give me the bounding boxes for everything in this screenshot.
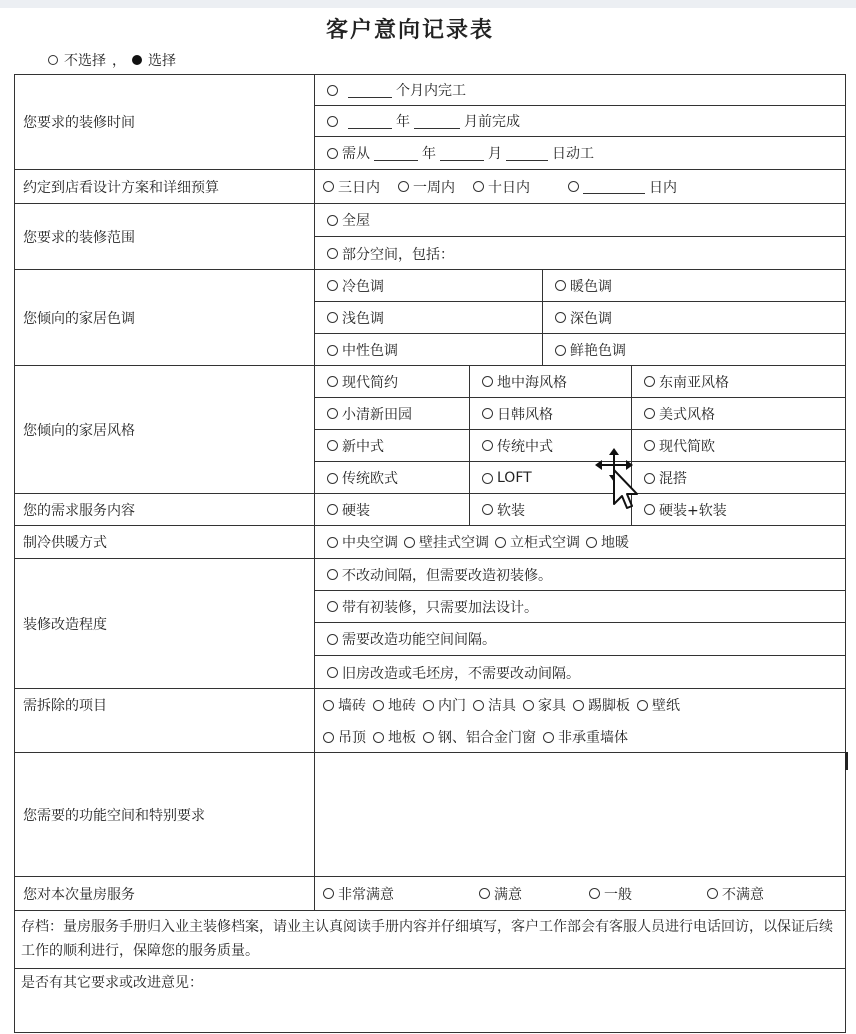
row-style: [15, 365, 845, 493]
label-color-tone: 您倾向的家居色调: [15, 270, 315, 365]
label-scope: 您要求的装修范围: [15, 204, 315, 269]
demolish-option[interactable]: 地板: [373, 727, 416, 747]
demolish-option[interactable]: 家具: [523, 695, 566, 715]
color-option-light[interactable]: 浅色调: [315, 302, 543, 333]
hvac-option-wall[interactable]: 壁挂式空调: [404, 532, 489, 552]
label-visit-store: 约定到店看设计方案和详细预算: [15, 170, 315, 203]
demolish-option[interactable]: 钢、铝合金门窗: [423, 727, 536, 747]
renovation-option[interactable]: 带有初装修，只需要加法设计。: [315, 591, 845, 623]
demolish-option[interactable]: 踢脚板: [573, 695, 630, 715]
move-cursor-icon: [590, 448, 640, 520]
style-option[interactable]: 美式风格: [632, 398, 845, 429]
label-style: 您倾向的家居风格: [15, 366, 315, 493]
row-satisfaction: [15, 876, 845, 910]
visit-option-1week[interactable]: 一周内: [398, 177, 455, 197]
satisfaction-average[interactable]: 一般: [589, 884, 707, 904]
legend: [48, 50, 176, 70]
row-renovation: [15, 558, 845, 688]
row-scope: [15, 203, 845, 269]
demolish-option[interactable]: 壁纸: [637, 695, 680, 715]
satisfaction-very[interactable]: 非常满意: [323, 884, 479, 904]
row-feedback: [15, 968, 845, 1034]
satisfaction-ok[interactable]: 满意: [479, 884, 589, 904]
label-demolish: 需拆除的项目: [15, 689, 315, 752]
demolish-option[interactable]: 吊顶: [323, 727, 366, 747]
legend-unselected: 不选择: [64, 53, 106, 69]
hvac-option-central[interactable]: 中央空调: [327, 532, 398, 552]
scope-option-whole[interactable]: 全屋: [315, 204, 845, 237]
label-service: 您的需求服务内容: [15, 494, 315, 525]
row-visit-store: [15, 169, 845, 203]
legend-separator: ，: [112, 53, 126, 69]
hvac-option-cabinet[interactable]: 立柜式空调: [495, 532, 580, 552]
color-option-neutral[interactable]: 中性色调: [315, 334, 543, 366]
label-renovation: 装修改造程度: [15, 559, 315, 688]
color-option-dark[interactable]: 深色调: [543, 302, 845, 333]
color-option-vivid[interactable]: 鲜艳色调: [543, 334, 845, 366]
style-option[interactable]: 传统欧式: [315, 462, 470, 494]
form-title: 客户意向记录表: [325, 17, 494, 43]
label-decoration-time: 您要求的装修时间: [15, 75, 315, 169]
style-option[interactable]: LOFT: [470, 462, 632, 494]
style-option[interactable]: 日韩风格: [470, 398, 632, 429]
row-hvac: [15, 525, 845, 558]
service-option-both[interactable]: 硬装+软装: [632, 494, 845, 525]
unselected-radio-icon: [48, 55, 58, 65]
row-service: [15, 493, 845, 525]
style-option[interactable]: 新中式: [315, 430, 470, 461]
intent-form: [14, 74, 846, 1033]
service-option-soft[interactable]: 软装: [470, 494, 632, 525]
label-special: 您需要的功能空间和特别要求: [15, 753, 315, 876]
radio-icon[interactable]: [327, 85, 338, 96]
row-special: [15, 752, 845, 876]
style-option[interactable]: 现代简欧: [632, 430, 845, 461]
style-option[interactable]: 混搭: [632, 462, 845, 494]
demolish-option[interactable]: 非承重墙体: [543, 727, 628, 747]
edge-mark: [845, 752, 848, 770]
demolish-option[interactable]: 内门: [423, 695, 466, 715]
label-hvac: 制冷供暖方式: [15, 526, 315, 558]
archive-note: 存档：量房服务手册归入业主装修档案，请业主认真阅读手册内容并仔细填写，客户工作部会有客服人员进行电话回访，以保证后续工作的顺利进行，保障您的服务质量。: [21, 919, 833, 959]
radio-icon[interactable]: [327, 116, 338, 127]
renovation-option[interactable]: 旧房改造或毛坯房，不需要改动间隔。: [315, 656, 845, 689]
time-option-2[interactable]: 年 月前完成: [315, 106, 845, 137]
row-archive: [15, 910, 845, 968]
color-option-warm[interactable]: 暖色调: [543, 270, 845, 301]
label-satisfaction: 您对本次量房服务: [15, 877, 315, 910]
demolish-option[interactable]: 洁具: [473, 695, 516, 715]
special-requirements-field[interactable]: [315, 753, 845, 876]
demolish-option[interactable]: 地砖: [373, 695, 416, 715]
time-option-3[interactable]: 需从 年 月 日动工: [315, 137, 845, 169]
top-strip: [0, 0, 856, 8]
satisfaction-not[interactable]: 不满意: [707, 884, 764, 904]
renovation-option[interactable]: 不改动间隔，但需要改造初装修。: [315, 559, 845, 591]
color-option-cool[interactable]: 冷色调: [315, 270, 543, 301]
renovation-option[interactable]: 需要改造功能空间间隔。: [315, 623, 845, 656]
demolish-option[interactable]: 墙砖: [323, 695, 366, 715]
scope-option-partial[interactable]: 部分空间，包括：: [315, 237, 845, 270]
service-option-hard[interactable]: 硬装: [315, 494, 470, 525]
row-color-tone: [15, 269, 845, 365]
style-option[interactable]: 小清新田园: [315, 398, 470, 429]
style-option[interactable]: 现代简约: [315, 366, 470, 397]
row-decoration-time: [15, 75, 845, 169]
selected-radio-icon: [132, 55, 142, 65]
visit-option-10days[interactable]: 十日内: [473, 177, 530, 197]
radio-icon[interactable]: [327, 148, 338, 159]
visit-option-custom[interactable]: 日内: [568, 177, 677, 197]
style-option[interactable]: 传统中式: [470, 430, 632, 461]
feedback-label: 是否有其它要求或改进意见：: [21, 975, 203, 991]
style-option[interactable]: 东南亚风格: [632, 366, 845, 397]
legend-selected: 选择: [148, 53, 176, 69]
row-demolish: [15, 688, 845, 752]
time-option-1[interactable]: 个月内完工: [315, 75, 845, 106]
style-option[interactable]: 地中海风格: [470, 366, 632, 397]
hvac-option-floor[interactable]: 地暖: [586, 532, 629, 552]
visit-option-3days[interactable]: 三日内: [323, 177, 380, 197]
